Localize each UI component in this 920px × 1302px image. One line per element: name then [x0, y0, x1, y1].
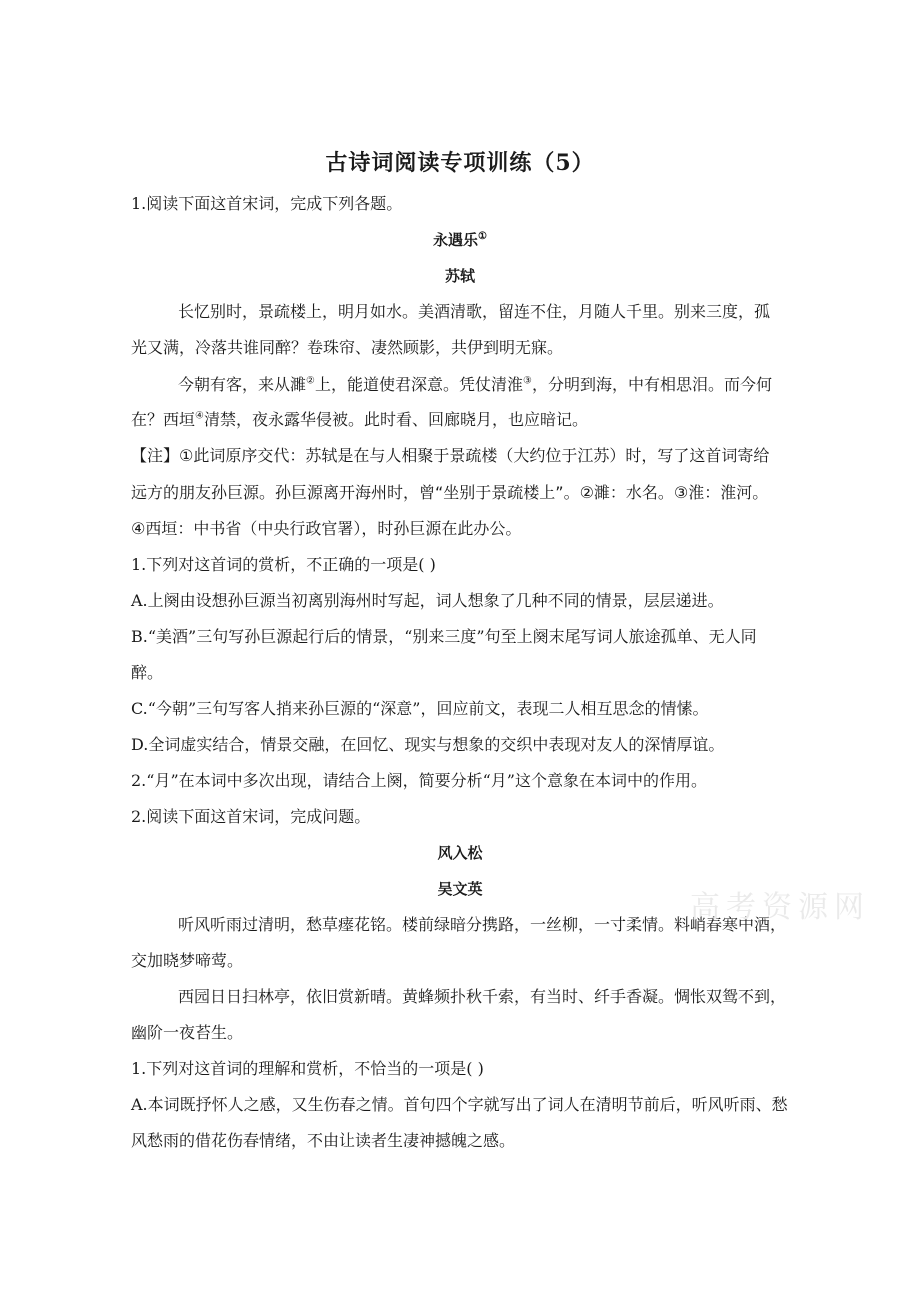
sub-question-2: 2.“月”在本词中多次出现，请结合上阕，简要分析“月”这个意象在本词中的作用。 — [131, 771, 707, 790]
poem-2-author: 吴文英 — [437, 880, 483, 898]
footnote-mark: ② — [306, 375, 315, 387]
poem-1-stanza-2-line-1 — [178, 375, 793, 395]
document-title: 古诗词阅读专项训练（5） — [325, 150, 595, 176]
note-line-2: 远方的朋友孙巨源。孙巨源离开海州时，曾“坐别于景疏楼上”。②濉：水名。③淮：淮河。 — [131, 483, 769, 502]
poem-2-stanza-2-line-2: 幽阶一夜苔生。 — [131, 1023, 244, 1042]
footnote-mark: ① — [478, 231, 487, 242]
option-c: C.“今朝”三句写客人捎来孙巨源的“深意”，回应前文，表现二人相互思念的情愫。 — [131, 699, 709, 718]
note-line-1: 【注】①此词原序交代：苏轼是在与人相聚于景疏楼（大约位于江苏）时，写了这首词寄给 — [131, 446, 770, 465]
option-a-line-2: 风愁雨的借花伤春情绪，不由让读者生凄神撼魄之感。 — [131, 1131, 516, 1150]
footnote-mark: ③ — [523, 375, 532, 387]
poem-1-stanza-2-line-2 — [131, 410, 791, 430]
poem-1-title-text: 永遇乐 — [433, 231, 479, 249]
sub-question-1: 1.下列对这首词的赏析，不正确的一项是( ) — [131, 555, 436, 574]
poem-text: 清禁，夜永露华侵被。此时看、回廊晓月，也应暗记。 — [203, 410, 588, 429]
poem-text: 在？西垣 — [131, 410, 196, 429]
option-b-line-1: B.“美酒”三句写孙巨源起行后的情景，“别来三度”句至上阕末尾写词人旅途孤单、无人同 — [131, 627, 757, 646]
option-a: A.上阕由设想孙巨源当初离别海州时写起，词人想象了几种不同的情景，层层递进。 — [131, 591, 724, 610]
poem-2-stanza-1-line-2: 交加晓梦啼莺。 — [131, 951, 244, 970]
poem-text: 上，能道使君深意。凭仗清淮 — [314, 375, 523, 394]
option-b-line-2: 醉。 — [131, 663, 164, 682]
option-d: D.全词虚实结合，情景交融，在回忆、现实与想象的交织中表现对友人的深情厚谊。 — [131, 735, 725, 754]
poem-2-title: 风入松 — [437, 844, 483, 862]
poem-text: ，分明到海，中有相思泪。而今何 — [531, 375, 772, 394]
poem-1-stanza-1-line-2: 光又满，冷落共谁同醉？卷珠帘、凄然顾影，共伊到明无寐。 — [131, 338, 564, 357]
poem-1-title — [0, 230, 920, 250]
poem-text: 今朝有客，来从濉 — [178, 375, 307, 394]
question-1-prompt: 1.阅读下面这首宋词，完成下列各题。 — [131, 194, 403, 213]
note-line-3: ④西垣：中书省（中央行政官署），时孙巨源在此办公。 — [131, 519, 522, 538]
poem-1-author: 苏轼 — [444, 267, 475, 285]
option-a-line-1: A.本词既抒怀人之感，又生伤春之情。首句四个字就写出了词人在清明节前后，听风听雨、愁 — [131, 1095, 788, 1114]
sub-question-2-1: 1.下列对这首词的理解和赏析，不恰当的一项是( ) — [131, 1059, 484, 1078]
poem-2-stanza-1-line-1: 听风听雨过清明，愁草瘗花铭。楼前绿暗分携路，一丝柳，一寸柔情。料峭春寒中酒， — [178, 915, 787, 934]
watermark: 高考资源网 — [690, 890, 870, 925]
poem-1-stanza-1-line-1: 长忆别时，景疏楼上，明月如水。美酒清歌，留连不住，月随人千里。别来三度，孤 — [178, 302, 771, 321]
poem-2-stanza-2-line-1: 西园日日扫林亭，依旧赏新晴。黄蜂频扑秋千索，有当时、纤手香凝。惆怅双鸳不到， — [178, 987, 787, 1006]
footnote-mark: ④ — [195, 410, 204, 422]
question-2-prompt: 2.阅读下面这首宋词，完成问题。 — [131, 807, 371, 826]
